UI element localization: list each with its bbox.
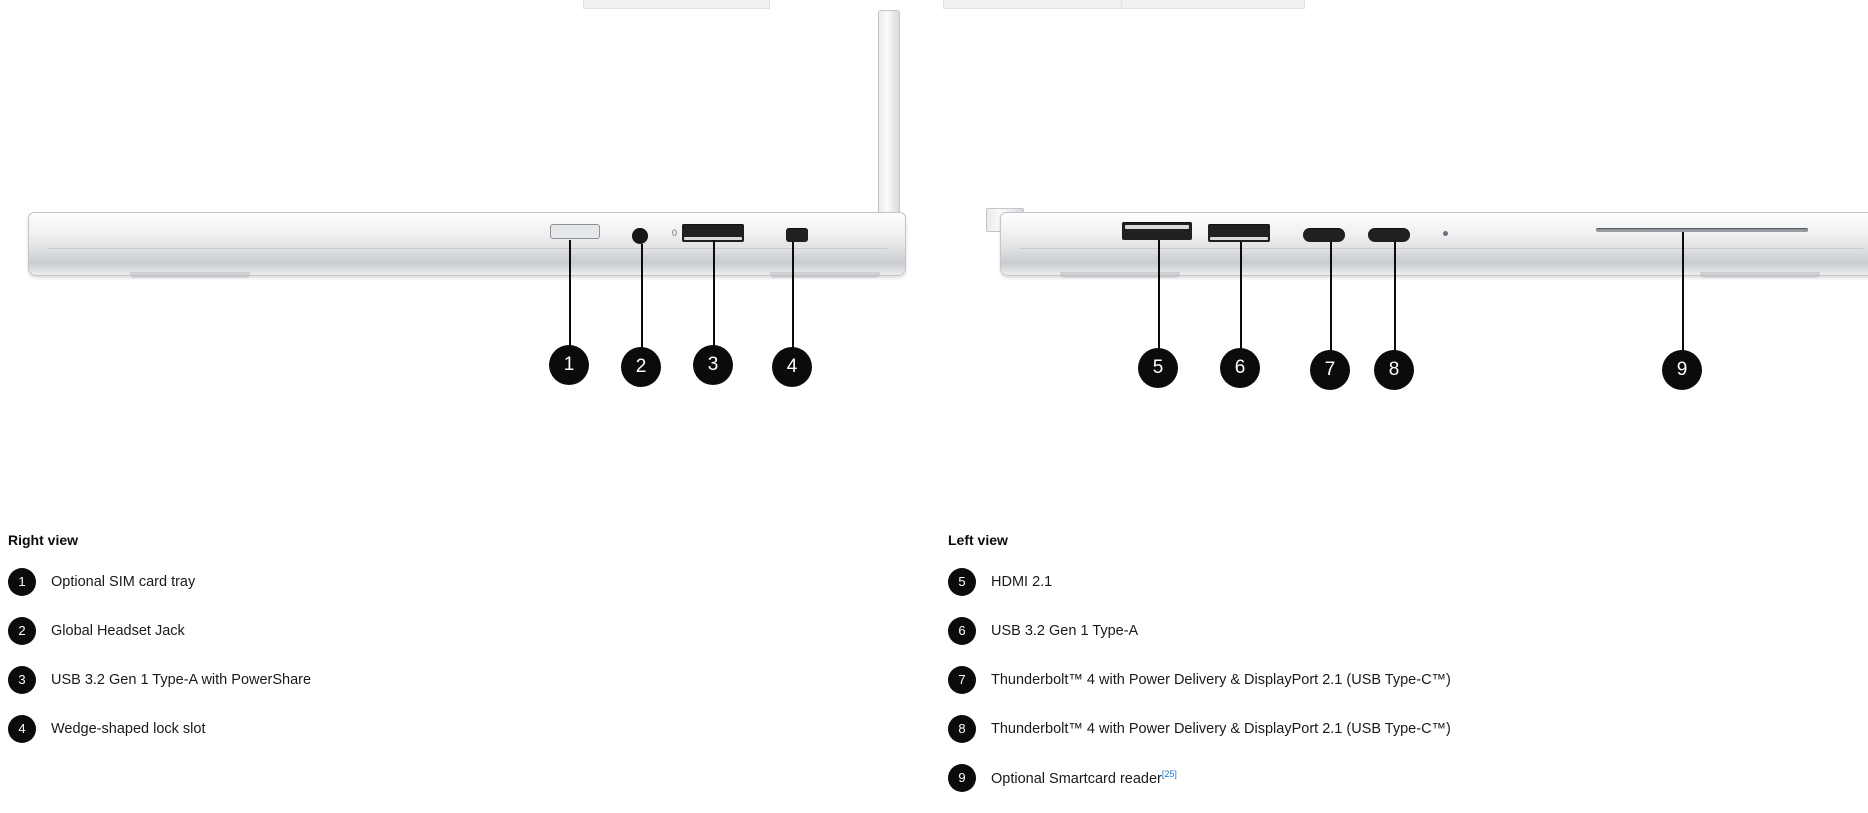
list-item xyxy=(8,568,828,596)
list-item xyxy=(948,764,1828,792)
legend-label: Thunderbolt™ 4 with Power Delivery & DisplayPort 2.1 (USB Type-C™) xyxy=(991,721,1451,737)
legend-right-view xyxy=(8,532,828,764)
legend-title: Right view xyxy=(8,532,79,548)
hdmi-port xyxy=(1122,222,1192,240)
wedge-lock-slot-port xyxy=(786,228,808,242)
legend-badge: 8 xyxy=(948,715,976,743)
legend-label: USB 3.2 Gen 1 Type-A xyxy=(991,623,1139,639)
top-clipped-box xyxy=(583,0,770,9)
leader-line xyxy=(569,240,571,350)
laptop-foot xyxy=(1700,272,1820,278)
list-item xyxy=(948,666,1828,694)
legend-label: Wedge-shaped lock slot xyxy=(51,721,206,737)
thunderbolt-usb-c-port-2 xyxy=(1368,228,1410,242)
legend-label: Thunderbolt™ 4 with Power Delivery & DisplayPort 2.1 (USB Type-C™) xyxy=(991,672,1451,688)
legend-label: Global Headset Jack xyxy=(51,623,185,639)
list-item xyxy=(948,568,1828,596)
callout-marker-2: 2 xyxy=(621,347,661,387)
leader-line xyxy=(1394,242,1396,352)
usb-a-port xyxy=(1208,224,1270,242)
headset-jack-port xyxy=(632,228,648,244)
top-clipped-box xyxy=(1121,0,1305,9)
legend-left-view xyxy=(948,532,1828,813)
callout-marker-8: 8 xyxy=(1374,350,1414,390)
callout-marker-7: 7 xyxy=(1310,350,1350,390)
smartcard-reader-slot xyxy=(1596,228,1808,232)
legend-badge: 1 xyxy=(8,568,36,596)
sim-card-tray-port xyxy=(550,224,600,239)
leader-line xyxy=(641,244,643,350)
legend-badge: 7 xyxy=(948,666,976,694)
leader-line xyxy=(713,240,715,350)
top-clipped-box xyxy=(943,0,1123,9)
leader-line xyxy=(1682,232,1684,352)
legend-label: HDMI 2.1 xyxy=(991,574,1053,590)
callout-marker-5: 5 xyxy=(1138,348,1178,388)
list-item xyxy=(8,715,828,743)
legend-badge: 3 xyxy=(8,666,36,694)
list-item xyxy=(8,666,828,694)
legend-badge: 6 xyxy=(948,617,976,645)
legend-title: Left view xyxy=(948,532,1008,548)
leader-line xyxy=(792,242,794,350)
laptop-foot xyxy=(770,272,880,278)
callout-marker-9: 9 xyxy=(1662,350,1702,390)
laptop-foot xyxy=(130,272,250,278)
status-led-pinhole xyxy=(1443,231,1448,236)
callout-marker-6: 6 xyxy=(1220,348,1260,388)
legend-badge: 5 xyxy=(948,568,976,596)
footnote-reference[interactable]: [25] xyxy=(1161,769,1177,780)
legend-label: Optional SIM card tray xyxy=(51,574,196,590)
usb-pictogram: 0 xyxy=(672,228,678,238)
thunderbolt-usb-c-port-1 xyxy=(1303,228,1345,242)
legend-label: USB 3.2 Gen 1 Type-A with PowerShare xyxy=(51,672,312,688)
legend-badge: 9 xyxy=(948,764,976,792)
list-item xyxy=(948,617,1828,645)
laptop-chassis xyxy=(28,212,906,276)
callout-marker-1: 1 xyxy=(549,345,589,385)
leader-line xyxy=(1240,242,1242,352)
legend-label-text: Optional Smartcard reader xyxy=(991,770,1162,787)
leader-line xyxy=(1158,240,1160,352)
callout-marker-4: 4 xyxy=(772,347,812,387)
legend-badge: 4 xyxy=(8,715,36,743)
legend-badge: 2 xyxy=(8,617,36,645)
legend-label xyxy=(991,769,1177,787)
laptop-foot xyxy=(1060,272,1180,278)
list-item xyxy=(948,715,1828,743)
callout-marker-3: 3 xyxy=(693,345,733,385)
list-item xyxy=(8,617,828,645)
leader-line xyxy=(1330,242,1332,352)
